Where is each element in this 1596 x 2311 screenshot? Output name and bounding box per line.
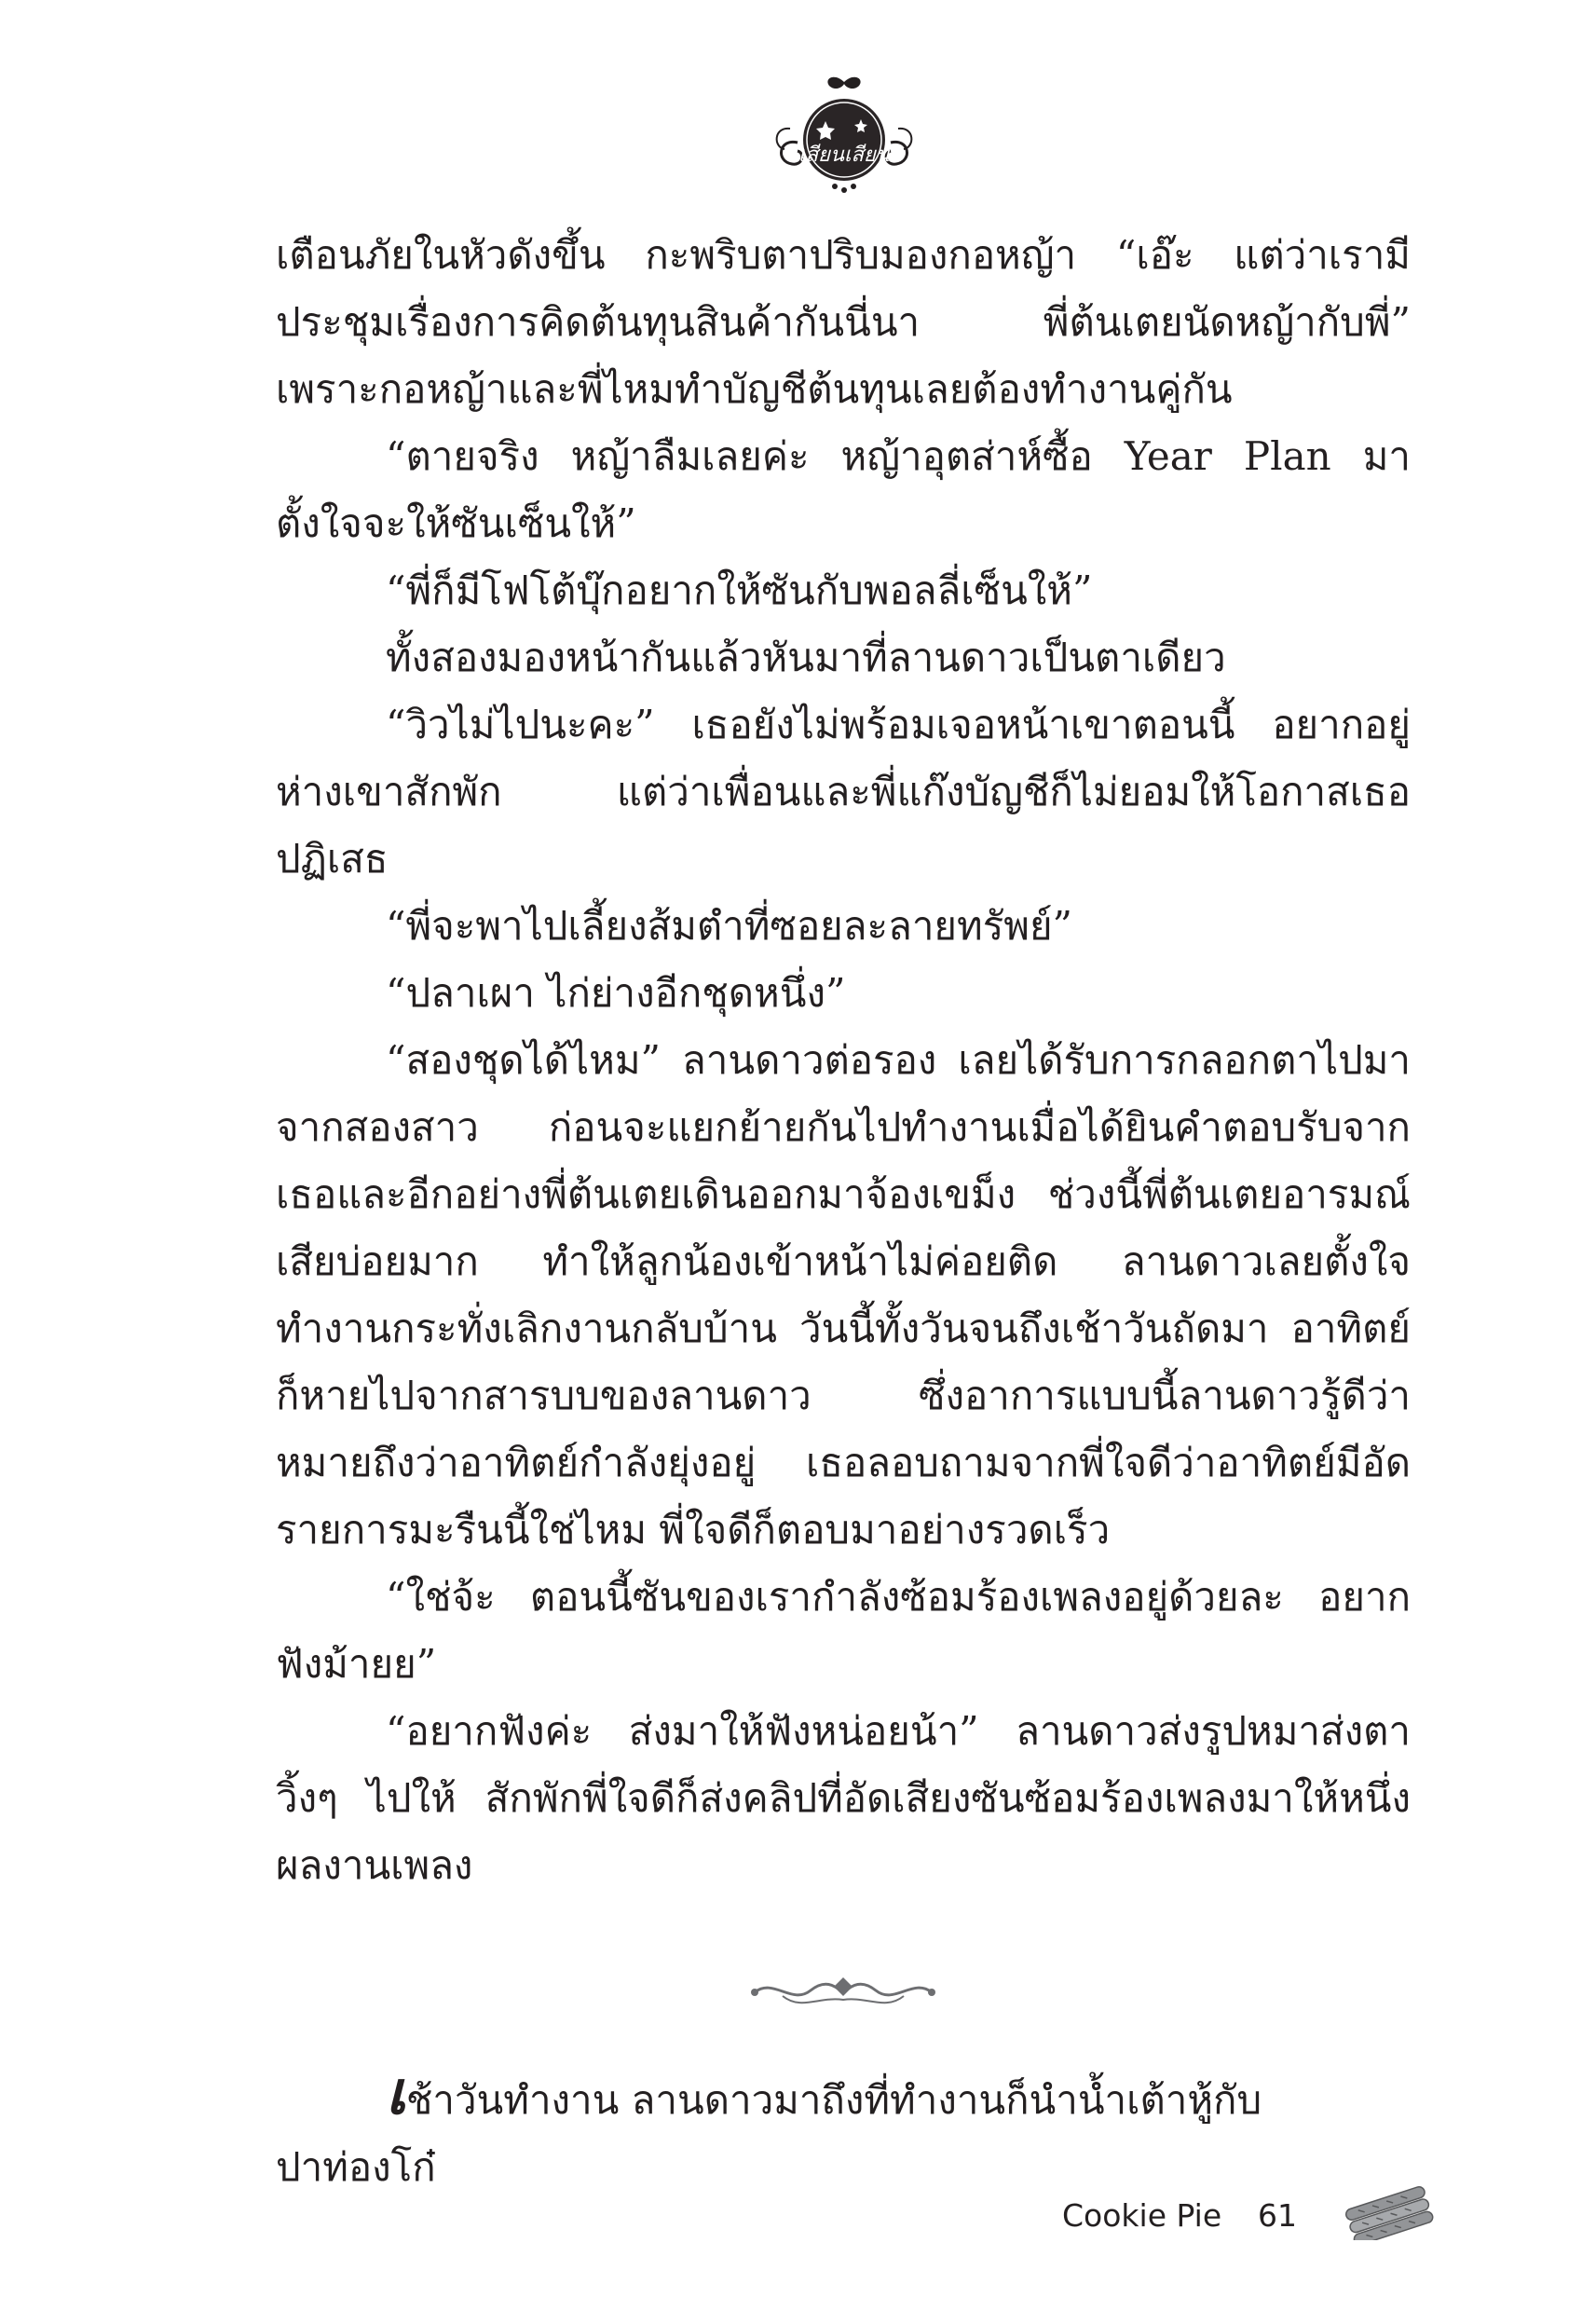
paragraph: ทั้งสองมองหน้ากันแล้วหันมาที่ลานดาวเป็นตาเดียว (386, 635, 1226, 680)
body-text (276, 222, 1411, 1899)
paragraph: เตือนภัยในหัวดังขึ้น กะพริบตาปริบมองกอหญ้า “เอ๊ะ แต่ว่าเรามีประชุมเรื่องการคิดต้นทุนสินค้ากันนี่นา พี่ต้นเตยนัดหญ้ากับพี่” เพราะกอหญ้าและพี่ไหมทำบัญชีต้นทุนเลยต้องทำงานคู่กัน (276, 232, 1411, 412)
paragraph: “สองชุดได้ไหม” ลานดาวต่อรอง เลยได้รับการกลอกตาไปมาจากสองสาว ก่อนจะแยกย้ายกันไปทำงานเมื่อได้ยินคำตอบรับจากเธอและอีกอย่างพี่ต้นเตยเดินออกมาจ้องเขม็ง ช่วงนี้พี่ต้นเตยอารมณ์เสียบ่อยมาก ทำให้ลูกน้องเข้าหน้าไม่ค่อยติด ลานดาวเลยตั้งใจทำงานกระทั่งเลิกงานกลับบ้าน วันนี้ทั้งวันจนถึงเช้าวันถัดมา อาทิตย์ก็หายไปจากสารบบของลานดาว ซึ่งอาการแบบนี้ลานดาวรู้ดีว่าหมายถึงว่าอาทิตย์กำลังยุ่งอยู่ เธอลอบถามจากพี่ใจดีว่าอาทิตย์มีอัดรายการมะรืนนี้ใช่ไหม พี่ใจดีก็ตอบมาอย่างรวดเร็ว (276, 1037, 1411, 1552)
chapter-opening-text: ช้าวันทำงาน ลานดาวมาถึงที่ทำงานก็นำน้ำเต้าหู้กับปาท่องโก๋ (276, 2077, 1262, 2190)
paragraph: “ใช่จ้ะ ตอนนี้ซันของเรากำลังซ้อมร้องเพลงอยู่ด้วยละ อยากฟังม้ายย” (276, 1574, 1411, 1687)
footer-brand: Cookie Pie (1062, 2197, 1222, 2234)
page-footer (1062, 2184, 1435, 2240)
paragraph: “พี่ก็มีโฟโต้บุ๊กอยากให้ซันกับพอลลี่เซ็นให้” (386, 567, 1093, 613)
section-divider (745, 1968, 941, 2015)
drop-cap: เ (386, 2058, 406, 2128)
paragraph: “ปลาเผา ไก่ย่างอีกชุดหนึ่ง” (386, 970, 846, 1016)
publisher-logo (770, 73, 919, 194)
chapter-opening-line (276, 2058, 1411, 2201)
paragraph: “อยากฟังค่ะ ส่งมาให้ฟังหน่อยน้า” ลานดาวส่งรูปหมาส่งตาวิ้งๆ ไปให้ สักพักพี่ใจดีก็ส่งคลิปที่อัดเสียงซันซ้อมร้องเพลงมาให้หนึ่งผลงานเพลง (276, 1708, 1411, 1888)
paragraph: “ตายจริง หญ้าลืมเลยค่ะ หญ้าอุตส่าห์ซื้อ Year Plan มา ตั้งใจจะให้ซันเซ็นให้” (276, 433, 1411, 546)
paragraph: “พี่จะพาไปเลี้ยงส้มตำที่ซอยละลายทรัพย์” (386, 903, 1073, 949)
paragraph: “วิวไม่ไปนะคะ” เธอยังไม่พร้อมเจอหน้าเขาตอนนี้ อยากอยู่ห่างเขาสักพัก แต่ว่าเพื่อนและพี่แก๊งบัญชีก็ไม่ยอมให้โอกาสเธอปฏิเสธ (276, 702, 1411, 882)
logo-text: เสียนเสียน (798, 144, 890, 167)
cookie-sticks-icon (1342, 2184, 1435, 2240)
logo-ornament-icon (770, 73, 919, 194)
page-number: 61 (1258, 2197, 1297, 2234)
divider-ornament-icon (745, 1968, 941, 2015)
